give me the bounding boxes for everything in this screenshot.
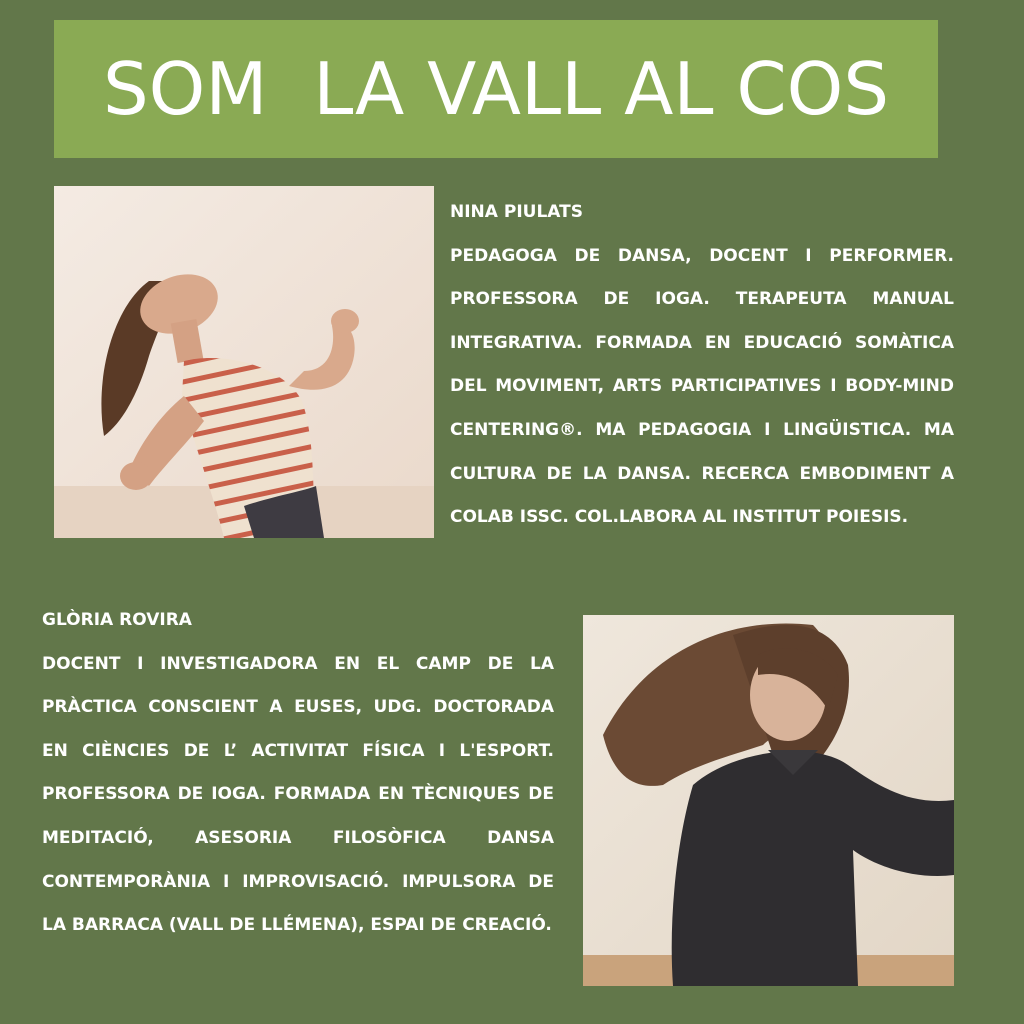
bio-gloria	[42, 599, 554, 948]
person-name: GLÒRIA ROVIRA	[42, 610, 192, 630]
dancer-photo-nina	[54, 186, 434, 538]
person-bio: DOCENT I INVESTIGADORA EN EL CAMP DE LA PRÀCTICA CONSCIENT A EUSES, UDG. DOCTORADA EN CIÈNCIES DE L’ ACTIVITAT FÍSICA I L'ESPORT. PROFESSORA DE IOGA. FORMADA EN TÈCNIQUES DE MEDITACIÓ, ASESORIA FILOSÒFICA DANSA CONTEMPORÀNIA I IMPROVISACIÓ. IMPULSORA DE LA BARRACA (VALL DE LLÉMENA), ESPAI DE CREACIÓ.	[42, 653, 554, 936]
dancer-photo-gloria	[583, 615, 954, 986]
title-banner	[54, 20, 938, 158]
bio-nina	[450, 191, 954, 540]
page-title: SOM LA VALL AL COS	[102, 47, 890, 131]
person-name: NINA PIULATS	[450, 202, 583, 222]
person-bio: PEDAGOGA DE DANSA, DOCENT I PERFORMER. PROFESSORA DE IOGA. TERAPEUTA MANUAL INTEGRATIVA. FORMADA EN EDUCACIÓ SOMÀTICA DEL MOVIMENT, ARTS PARTICIPATIVES I BODY-MIND CENTERING®. MA PEDAGOGIA I LINGÜISTICA. MA CULTURA DE LA DANSA. RECERCA EMBODIMENT A COLAB ISSC. COL.LABORA AL INSTITUT POIESIS.	[450, 245, 954, 528]
